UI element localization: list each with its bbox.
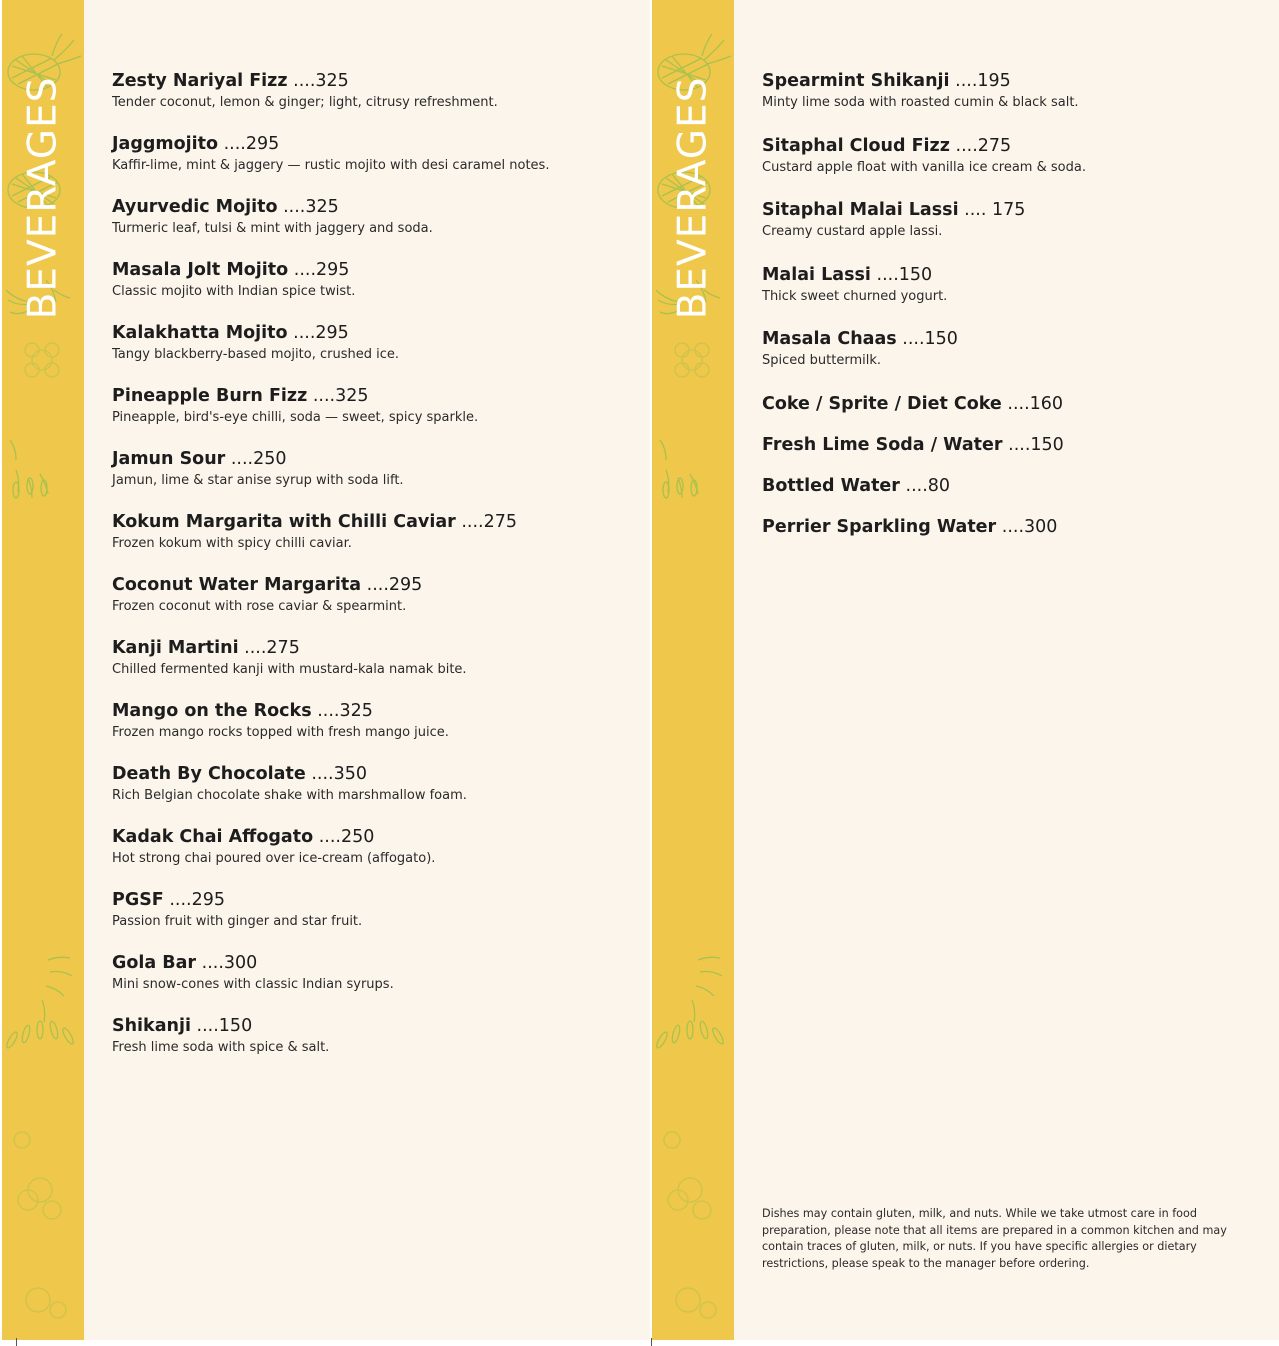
item-price: ....150 [902,329,958,349]
menu-item [112,1013,632,1076]
menu-item [112,887,632,950]
leaf-icon [5,957,75,1049]
item-name: Kanji Martini [112,638,239,658]
menu-item [762,473,1252,514]
crop-mark [16,1338,17,1346]
item-price: ....295 [293,260,350,280]
item-description: Classic mojito with Indian spice twist. [112,284,356,299]
item-description: Custard apple float with vanilla ice cream & soda. [762,159,1086,175]
item-price: ....195 [955,71,1011,91]
menu-item [112,131,632,194]
item-price: ....300 [1001,516,1058,537]
menu-item [112,446,632,509]
menu-item [762,391,1252,432]
item-description: Tender coconut, lemon & ginger; light, citrusy refreshment. [112,95,498,110]
item-description: Jamun, lime & star anise syrup with soda lift. [112,473,404,488]
item-price: .... 175 [964,200,1026,220]
menu-item [762,432,1252,473]
item-description: Spiced buttermilk. [762,353,881,368]
menu-item [112,509,632,572]
item-description: Kaffir-lime, mint & jaggery — rustic mojito with desi caramel notes. [112,158,550,173]
item-price: ....275 [244,638,300,658]
item-price: ....150 [876,264,933,285]
item-price: ....325 [317,701,373,721]
item-description: Fresh lime soda with spice & salt. [112,1040,330,1055]
item-description: Frozen coconut with rose caviar & spearmint. [112,599,407,614]
item-name: Sitaphal Malai Lassi [762,200,959,220]
item-price: ....80 [905,475,951,496]
item-name: Fresh Lime Soda / Water [762,434,1003,455]
flower-icon [664,1132,716,1318]
menu-item [112,635,632,698]
leaf-icon [655,957,725,1049]
item-price: ....350 [311,764,367,784]
menu-item [112,950,632,1013]
menu-item [112,194,632,257]
item-description: Thick sweet churned yogurt. [762,288,948,304]
item-price: ....150 [196,1016,253,1036]
menu-item [112,383,632,446]
menu-item [762,262,1252,327]
item-name: Coke / Sprite / Diet Coke [762,393,1002,414]
crop-mark [651,1338,652,1346]
item-price: ....300 [201,953,258,973]
item-price: ....250 [318,827,375,847]
item-name: Masala Jolt Mojito [112,260,289,280]
item-description: Minty lime soda with roasted cumin & black salt. [762,95,1079,110]
allergen-disclaimer: Dishes may contain gluten, milk, and nuts. While we take utmost care in food preparation, please note that all items are prepared in a common kitchen and may contain traces of gluten, milk, or nuts. If you have specific allergies or dietary restrictions, please speak to the manager before ordering. [762,1207,1227,1270]
item-name: Pineapple Burn Fizz [112,386,308,406]
leaf-icon [660,440,698,498]
menu-page-left [2,0,650,1340]
item-name: Mango on the Rocks [112,701,312,721]
item-description: Frozen kokum with spicy chilli caviar. [112,536,352,551]
item-price: ....275 [955,135,1012,156]
item-price: ....275 [461,512,517,532]
section-title: BEVERAGES [20,76,66,320]
item-description: Frozen mango rocks topped with fresh mango juice. [112,725,449,740]
item-price: ....295 [223,134,280,154]
item-price: ....150 [1008,434,1064,455]
item-price: ....295 [293,323,349,343]
menu-item [112,572,632,635]
menu-item [762,68,1252,133]
item-name: Malai Lassi [762,264,871,285]
item-name: PGSF [112,890,164,910]
item-description: Tangy blackberry-based mojito, crushed ice. [112,347,399,362]
menu-item [762,133,1252,198]
side-band [652,0,734,1340]
item-name: Kokum Margarita with Chilli Caviar [112,512,456,532]
menu-item [112,257,632,320]
item-name: Jaggmojito [112,134,219,154]
item-description: Creamy custard apple lassi. [762,224,943,239]
menu-item [762,197,1252,262]
menu-item [112,698,632,761]
item-name: Death By Chocolate [112,764,306,784]
menu-item [112,824,632,887]
item-name: Perrier Sparkling Water [762,516,997,537]
menu-item [112,761,632,824]
item-name: Bottled Water [762,475,900,496]
item-price: ....295 [366,575,423,595]
menu-item [112,320,632,383]
item-description: Pineapple, bird's-eye chilli, soda — sweet, spicy sparkle. [112,410,479,425]
menu-item [112,68,632,131]
menu-item [762,326,1252,391]
item-name: Spearmint Shikanji [762,71,950,91]
item-description: Chilled fermented kanji with mustard-kala namak bite. [112,662,467,677]
item-price: ....325 [312,386,369,406]
item-price: ....325 [293,71,349,91]
item-name: Masala Chaas [762,329,897,349]
item-description: Passion fruit with ginger and star fruit. [112,914,363,929]
item-name: Ayurvedic Mojito [112,197,278,217]
flower-icon [675,343,709,377]
side-band [2,0,84,1340]
item-description: Turmeric leaf, tulsi & mint with jaggery and soda. [112,221,433,236]
menu-page-right [652,0,1279,1340]
flower-icon [25,343,59,377]
item-price: ....325 [283,197,339,217]
leaf-icon [10,440,48,498]
item-description: Hot strong chai poured over ice-cream (affogato). [112,851,436,866]
item-name: Shikanji [112,1016,191,1036]
item-price: ....250 [230,449,287,469]
item-name: Coconut Water Margarita [112,575,362,595]
flower-icon [14,1132,66,1318]
menu-item [762,514,1252,555]
section-title: BEVERAGES [670,76,716,320]
item-name: Kadak Chai Affogato [112,827,314,847]
item-price: ....295 [169,890,225,910]
menu-item-list [112,68,632,1076]
item-name: Kalakhatta Mojito [112,323,288,343]
item-description: Mini snow-cones with classic Indian syrups. [112,977,394,992]
item-price: ....160 [1007,393,1064,414]
item-name: Gola Bar [112,953,197,973]
item-name: Jamun Sour [112,449,226,469]
item-name: Zesty Nariyal Fizz [112,71,288,91]
item-description: Rich Belgian chocolate shake with marshmallow foam. [112,788,467,803]
item-name: Sitaphal Cloud Fizz [762,135,950,156]
menu-item-list [762,68,1252,555]
